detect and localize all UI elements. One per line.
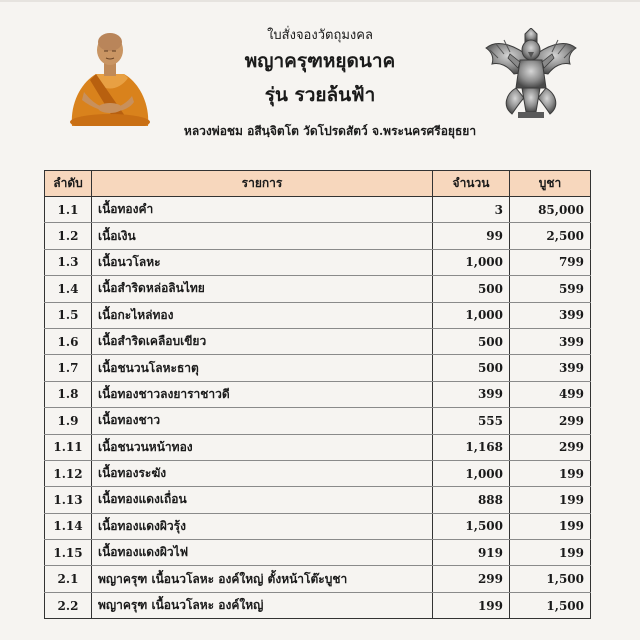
scan-edge [0,0,640,2]
row-no: 1.11 [45,434,92,460]
row-price: 299 [510,434,591,460]
row-price: 399 [510,302,591,328]
row-qty: 399 [433,381,510,407]
row-no: 1.7 [45,355,92,381]
header-no: ลำดับ [45,171,92,197]
row-qty: 99 [433,223,510,249]
row-qty: 199 [433,592,510,618]
table-row [45,355,591,381]
row-no: 1.13 [45,487,92,513]
row-qty: 888 [433,487,510,513]
row-price: 299 [510,408,591,434]
row-item: เนื้อสำริดเคลือบเขียว [92,328,433,354]
table-row [45,460,591,486]
row-item: เนื้อทองชาว [92,408,433,434]
row-price: 199 [510,513,591,539]
row-no: 1.15 [45,540,92,566]
row-price: 199 [510,487,591,513]
row-price: 399 [510,328,591,354]
row-item: เนื้อสำริดหล่อลินไทย [92,276,433,302]
row-price: 799 [510,249,591,275]
row-no: 1.4 [45,276,92,302]
table-row [45,302,591,328]
row-qty: 1,000 [433,460,510,486]
series-name: รุ่น รวยล้นฟ้า [264,84,376,106]
row-qty: 1,168 [433,434,510,460]
row-no: 1.2 [45,223,92,249]
row-price: 1,500 [510,592,591,618]
row-price: 499 [510,381,591,407]
table-row [45,197,591,223]
table-header-row [45,171,591,197]
row-price: 399 [510,355,591,381]
form-subtitle: ใบสั่งจองวัตถุมงคล [267,28,373,43]
row-qty: 3 [433,197,510,223]
row-qty: 500 [433,328,510,354]
table-row [45,249,591,275]
garuda-amulet-icon [482,28,580,120]
row-item: เนื้อชนวนโลหะธาตุ [92,355,433,381]
table-row [45,513,591,539]
table-row [45,487,591,513]
row-item: เนื้อทองแดงผิวรุ้ง [92,513,433,539]
table-row [45,566,591,592]
monk-photo [62,22,158,126]
table-row [45,540,591,566]
row-no: 1.1 [45,197,92,223]
row-no: 1.12 [45,460,92,486]
temple-line: หลวงพ่อชม อสีนฺจิตโต วัดโปรดสัตว์ จ.พระนครศรีอยุธยา [183,124,477,138]
table-row [45,434,591,460]
header-item: รายการ [92,171,433,197]
row-price: 1,500 [510,566,591,592]
row-no: 2.1 [45,566,92,592]
row-qty: 1,500 [433,513,510,539]
table-row [45,276,591,302]
row-item: เนื้อชนวนหน้าทอง [92,434,433,460]
row-item: พญาครุฑ เนื้อนวโลหะ องค์ใหญ่ [92,592,433,618]
amulet-title: พญาครุฑหยุดนาค [244,50,396,72]
row-no: 1.8 [45,381,92,407]
row-no: 2.2 [45,592,92,618]
row-item: เนื้อทองชาวลงยาราชาวดี [92,381,433,407]
row-item: เนื้อเงิน [92,223,433,249]
row-item: เนื้อทองคำ [92,197,433,223]
row-item: พญาครุฑ เนื้อนวโลหะ องค์ใหญ่ ตั้งหน้าโต๊ะบูชา [92,566,433,592]
row-no: 1.3 [45,249,92,275]
row-item: เนื้อกะไหล่ทอง [92,302,433,328]
row-qty: 500 [433,276,510,302]
row-qty: 919 [433,540,510,566]
row-no: 1.14 [45,513,92,539]
row-item: เนื้อทองแดงเถื่อน [92,487,433,513]
row-item: เนื้อนวโลหะ [92,249,433,275]
row-qty: 555 [433,408,510,434]
table-row [45,408,591,434]
order-table [44,170,591,619]
row-no: 1.5 [45,302,92,328]
row-price: 85,000 [510,197,591,223]
table-row [45,223,591,249]
row-qty: 500 [433,355,510,381]
row-price: 199 [510,460,591,486]
row-price: 2,500 [510,223,591,249]
row-item: เนื้อทองแดงผิวไฟ [92,540,433,566]
row-qty: 299 [433,566,510,592]
table-row [45,381,591,407]
table-row [45,592,591,618]
header-qty: จำนวน [433,171,510,197]
header-price: บูชา [510,171,591,197]
row-qty: 1,000 [433,249,510,275]
row-item: เนื้อทองระฆัง [92,460,433,486]
row-price: 199 [510,540,591,566]
row-no: 1.9 [45,408,92,434]
row-price: 599 [510,276,591,302]
row-no: 1.6 [45,328,92,354]
table-row [45,328,591,354]
row-qty: 1,000 [433,302,510,328]
